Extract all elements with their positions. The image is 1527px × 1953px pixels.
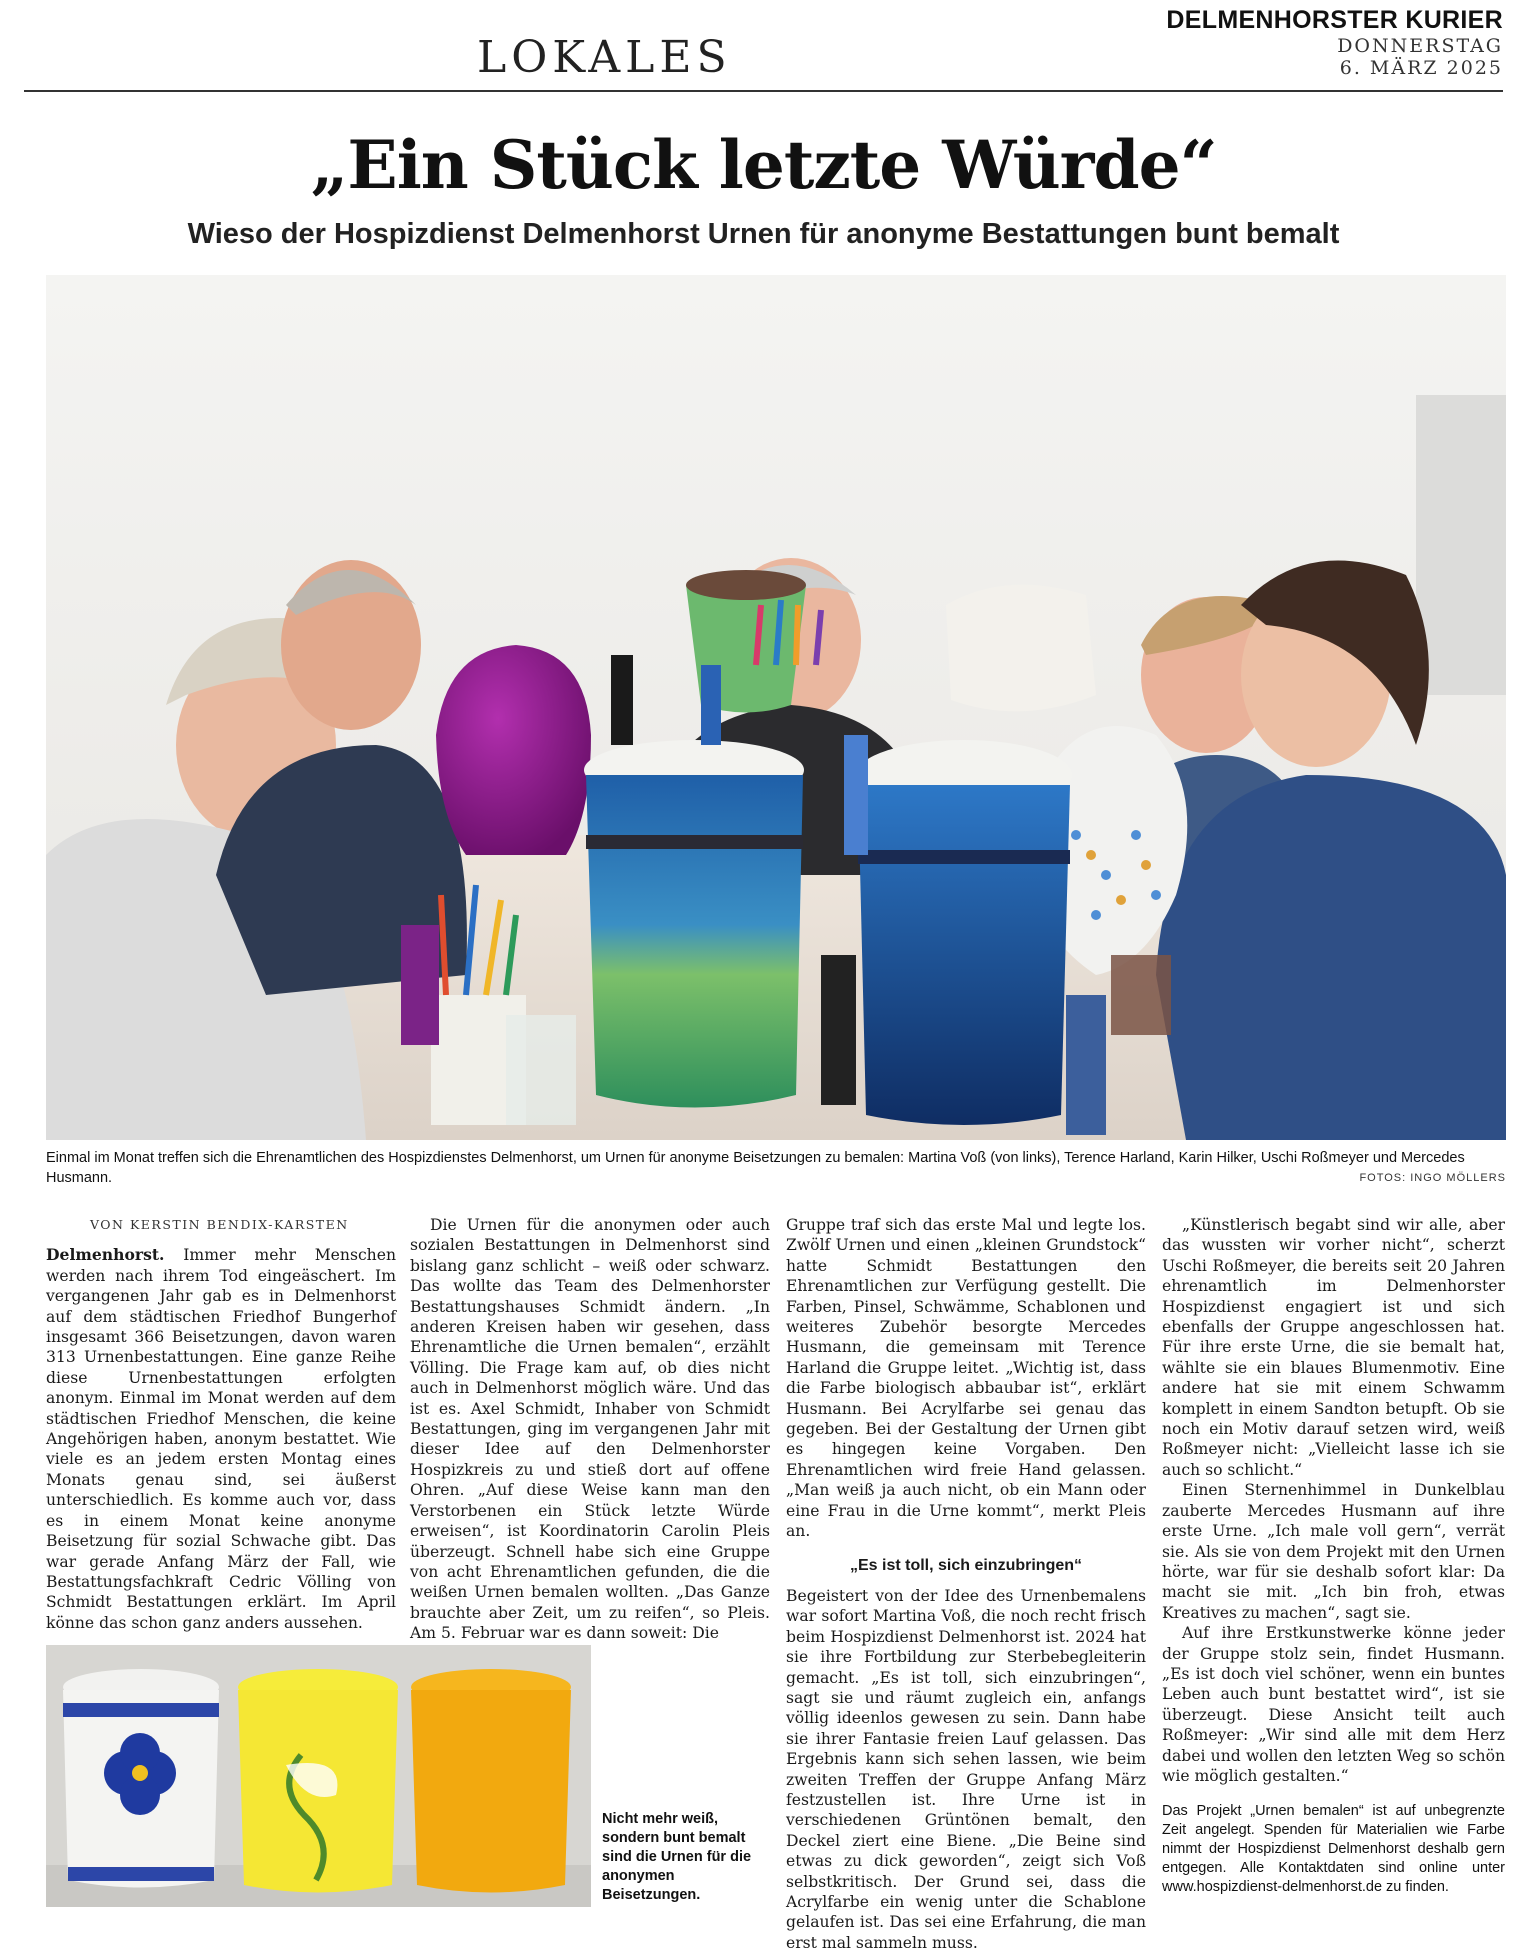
section-title: LOKALES [477, 32, 732, 83]
paragraph: Die Urnen für die anonymen oder auch sozialen Bestattungen in Delmenhorst sind bislang ganz schlicht – weiß oder schwarz. Das wollte das Team des Delmenhorster Bestattungshauses Schmidt ändern. „In anderen Kreisen haben wir gesehen, dass Ehrenamtliche die Urnen bemalen“, erzählt Völling. Die Frage kam auf, ob dies nicht auch in Delmenhorst möglich wäre. Und das ist es. Axel Schmidt, Inhaber von Schmidt Bestattungen, ging im vergangenen Jahr mit dieser Idee auf den Delmenhorster Hospizkreis zu und stieß dort auf offene Ohren. „Auf diese Weise kann man den Verstorbenen ein Stück letzte Würde erweisen“, ist Koordinatorin Carolin Pleis überzeugt. Schnell habe sich eine Gruppe von acht Ehrenamtlichen gefunden, die die weißen Urnen bemalen wollten. „Das Ganze brauchte aber Zeit, um zu reifen“, so Pleis. Am 5. Februar war es dann soweit: Die [410, 1216, 770, 1643]
article-column-3 [786, 1215, 1146, 1953]
masthead [1166, 6, 1503, 79]
article-column-1 [46, 1215, 396, 1633]
urns-photo-caption: Nicht mehr weiß, sondern bunt bemalt sind die Urnen für die anonymen Beisetzungen. [602, 1811, 752, 1903]
article-subheadline: Wieso der Hospizdienst Delmenhorst Urnen für anonyme Bestattungen bunt bemalt [187, 218, 1340, 250]
urns-photo [46, 1645, 591, 1907]
article-headline: „Ein Stück letzte Würde“ [310, 126, 1217, 204]
issue-date: 6. MÄRZ 2025 [1339, 57, 1503, 79]
header-rule [24, 90, 1503, 92]
info-box: Das Projekt „Urnen bemalen“ ist auf unbegrenzte Zeit angelegt. Spenden für Materialien wie Farbe nimmt der Hospizdienst Delmenhorst deshalb gern entgegen. Alle Kontaktdaten sind online unter www.hospizdienst-delmenhorst.de zu finden. [1162, 1803, 1505, 1896]
main-photo-illustration [46, 275, 1506, 1140]
article-column-4 [1162, 1215, 1505, 1897]
dateline: Delmenhorst. [46, 1245, 165, 1265]
paragraph: Auf ihre Erstkunstwerke könne jeder der Gruppe stolz sein, findet Husmann. „Es ist doch viel schöner, wenn ein buntes Leben auch bunt bestattet wird“, ist sie überzeugt. Diese Ansicht teilt auch Roßmeyer: „Wir sind alle mit dem Herz dabei und wollen den letzten Weg so schön wie möglich gestalten.“ [1162, 1624, 1505, 1785]
urns-photo-illustration [46, 1645, 591, 1907]
main-photo [46, 275, 1506, 1140]
byline: VON KERSTIN BENDIX-KARSTEN [90, 1217, 349, 1232]
paragraph: Begeistert von der Idee des Urnenbemalens war sofort Martina Voß, die noch recht frisch beim Hospizdienst Delmenhorst ist. 2024 hat sie ihre Fortbildung zur Sterbebegleiterin gemacht. „Es ist toll, sich einzubringen“, sagt sie und räumt zugleich ein, anfangs völlig ideenlos gewesen zu sein. Dann habe sie ihrer Fantasie freien Lauf gelassen. Das Ergebnis kann sich sehen lassen, wie beim zweiten Treffen der Gruppe Anfang März festzustellen ist. Ihre Urne ist in verschiedenen Grüntönen bemalt, den Deckel ziert eine Biene. „Die Beine sind etwas zu dick geworden“, zeigt sich Voß selbstkritisch. Der Grund sei, dass die Acrylfarbe ein wenig unter die Schablone gelaufen ist. Das sei eine Erfahrung, die man erst mal sammeln muss. [786, 1586, 1146, 1952]
article-column-2 [410, 1215, 770, 1644]
paragraph: „Künstlerisch begabt sind wir alle, aber das wussten wir vorher nicht“, scherzt Uschi Roßmeyer, die bereits seit 20 Jahren ehrenamtlich im Delmenhorster Hospizdienst engagiert ist und sich ebenfalls der Gruppe angeschlossen hat. Für ihre erste Urne, die sie bemalt hat, wählte sie ein blaues Blumenmotiv. Eine andere hat sie mit einem Schwamm komplett in einem Sandton betupft. Ob sie noch ein Motiv darauf setzen wird, weiß Roßmeyer nicht: „Vielleicht lasse ich sie auch so schlicht.“ [1162, 1216, 1505, 1479]
lead-text: Immer mehr Menschen werden nach ihrem Tod eingeäschert. Im vergangenen Jahr gab es in Delmenhorst auf dem städtischen Friedhof Bungerhof insgesamt 366 Beisetzungen, davon waren 313 Urnenbestattungen. Eine ganze Reihe diese Urnenbestattungen erfolgten anonym. Einmal im Monat werden auf dem städtischen Friedhof Menschen, die keine Angehörigen haben, anonym bestattet. Wie viele es an jedem ersten Montag eines Monats genau sind, sei äußerst unterschiedlich. Es komme auch vor, dass es in einem Monat keine anonyme Beisetzung für sozial Schwache gibt. Das war gerade Anfang März der Fall, wie Bestattungsfachkraft Cedric Völling von Schmidt Bestattungen erklärt. Im April könne das schon ganz anders aussehen. [46, 1246, 396, 1632]
issue-weekday: DONNERSTAG [1337, 35, 1503, 57]
photo-credit: FOTOS: INGO MÖLLERS [1359, 1172, 1506, 1184]
paragraph: Gruppe traf sich das erste Mal und legte los. Zwölf Urnen und einen „kleinen Grundstock“ hatte Schmidt Bestattungen den Ehrenamtlichen zur Verfügung gestellt. Die Farben, Pinsel, Schwämme, Schablonen und weiteres Zubehör besorgte Mercedes Husmann, die gemeinsam mit Terence Harland die Gruppe leitet. „Wichtig ist, dass die Farbe biologisch abbaubar ist“, erklärt Husmann. Bei Acrylfarbe sei genau das gegeben. Bei der Gestaltung der Urnen gibt es hingegen keine Vorgaben. Den Ehrenamtlichen wird freie Hand gelassen. „Man weiß ja auch nicht, ob ein Mann oder eine Frau in die Urne kommt“, merkt Pleis an. [786, 1216, 1146, 1541]
lead-paragraph [46, 1245, 396, 1633]
photo-caption: Einmal im Monat treffen sich die Ehrenamtlichen des Hospizdienstes Delmenhorst, um Urnen für anonyme Beisetzungen zu bemalen: Martina Voß (von links), Terence Harland, Karin Hilker, Uschi Roßmeyer und Mercedes Husmann. [46, 1150, 1465, 1186]
paragraph: Einen Sternenhimmel in Dunkelblau zauberte Mercedes Husmann auf ihre erste Urne. „Ich male voll gern“, verrät sie. Als sie von dem Projekt mit den Urnen hörte, war für sie deshalb sofort klar: Da macht sie mit. „Ich bin froh, etwas Kreatives zu machen“, sagt sie. [1162, 1481, 1505, 1622]
column-subheading: „Es ist toll, sich einzubringen“ [849, 1556, 1083, 1574]
newspaper-name: DELMENHORSTER KURIER [1166, 6, 1503, 34]
